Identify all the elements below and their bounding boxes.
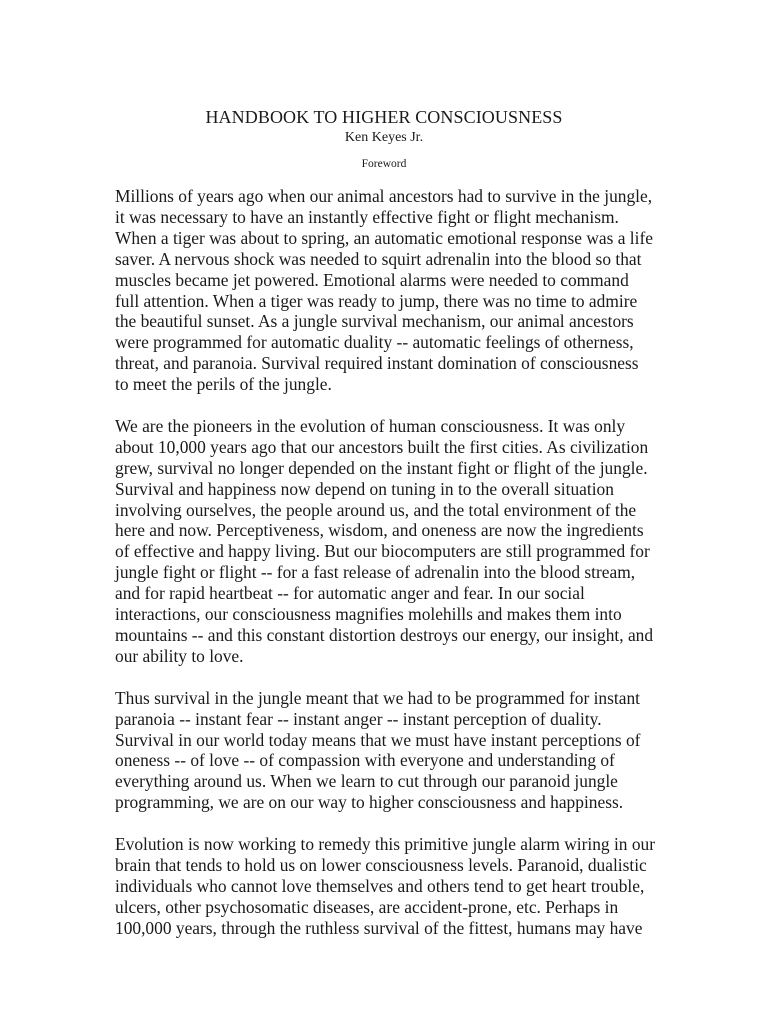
text-line: muscles became jet powered. Emotional alarms were needed to command	[115, 269, 629, 290]
text-line: jungle fight or flight -- for a fast release of adrenalin into the blood stream,	[115, 562, 636, 583]
text-line: oneness -- of love -- of compassion with everyone and understanding of	[115, 750, 615, 771]
text-line: full attention. When a tiger was ready to jump, there was no time to admire	[115, 290, 638, 311]
document-title: HANDBOOK TO HIGHER CONSCIOUSNESS	[205, 107, 563, 127]
text-line: about 10,000 years ago that our ancestors built the first cities. As civilization	[115, 436, 649, 457]
text-line: Evolution is now working to remedy this primitive jungle alarm wiring in our	[115, 834, 656, 855]
text-line: When a tiger was about to spring, an automatic emotional response was a life	[115, 227, 653, 248]
paragraph	[115, 834, 675, 939]
text-line: threat, and paranoia. Survival required instant domination of consciousness	[115, 353, 639, 374]
text-line: involving ourselves, the people around us, and the total environment of the	[115, 499, 637, 520]
paragraph	[115, 416, 675, 667]
text-line: programming, we are on our way to higher consciousness and happiness.	[115, 792, 624, 813]
text-line: the beautiful sunset. As a jungle survival mechanism, our animal ancestors	[115, 311, 634, 332]
document-author: Ken Keyes Jr.	[344, 130, 424, 145]
text-line: Thus survival in the jungle meant that we had to be programmed for instant	[115, 687, 640, 708]
text-line: of effective and happy living. But our biocomputers are still programmed for	[115, 541, 650, 562]
text-line: saver. A nervous shock was needed to squirt adrenalin into the blood so that	[115, 248, 642, 269]
text-line: interactions, our consciousness magnifies molehills and makes them into	[115, 604, 622, 625]
text-line: everything around us. When we learn to cut through our paranoid jungle	[115, 771, 618, 792]
text-line: paranoia -- instant fear -- instant anger -- instant perception of duality.	[115, 708, 602, 729]
body-text	[115, 186, 675, 959]
text-line: Survival and happiness now depend on tuning in to the overall situation	[115, 478, 614, 499]
text-line: were programmed for automatic duality -- automatic feelings of otherness,	[115, 332, 634, 353]
text-line: grew, survival no longer depended on the instant fight or flight of the jungle.	[115, 457, 648, 478]
text-line: Millions of years ago when our animal ancestors had to survive in the jungle,	[115, 186, 653, 206]
text-line: here and now. Perceptiveness, wisdom, and oneness are now the ingredients	[115, 520, 644, 541]
text-line: brain that tends to hold us on lower consciousness levels. Paranoid, dualistic	[115, 854, 647, 875]
text-line: our ability to love.	[115, 645, 244, 666]
paragraph	[115, 688, 675, 813]
text-line: to meet the perils of the jungle.	[115, 374, 332, 395]
text-line: individuals who cannot love themselves and others tend to get heart trouble,	[115, 875, 645, 896]
text-line: ulcers, other psychosomatic diseases, are accident-prone, etc. Perhaps in	[115, 896, 619, 917]
section-heading: Foreword	[361, 158, 407, 170]
text-line: mountains -- and this constant distortion destroys our energy, our insight, and	[115, 625, 654, 646]
text-line: We are the pioneers in the evolution of human consciousness. It was only	[115, 415, 626, 436]
text-line: Survival in our world today means that we must have instant perceptions of	[115, 729, 641, 750]
text-line: and for rapid heartbeat -- for automatic anger and fear. In our social	[115, 583, 585, 604]
paragraph	[115, 186, 675, 395]
text-line: it was necessary to have an instantly effective fight or flight mechanism.	[115, 206, 619, 227]
text-line: 100,000 years, through the ruthless survival of the fittest, humans may have	[115, 917, 643, 938]
